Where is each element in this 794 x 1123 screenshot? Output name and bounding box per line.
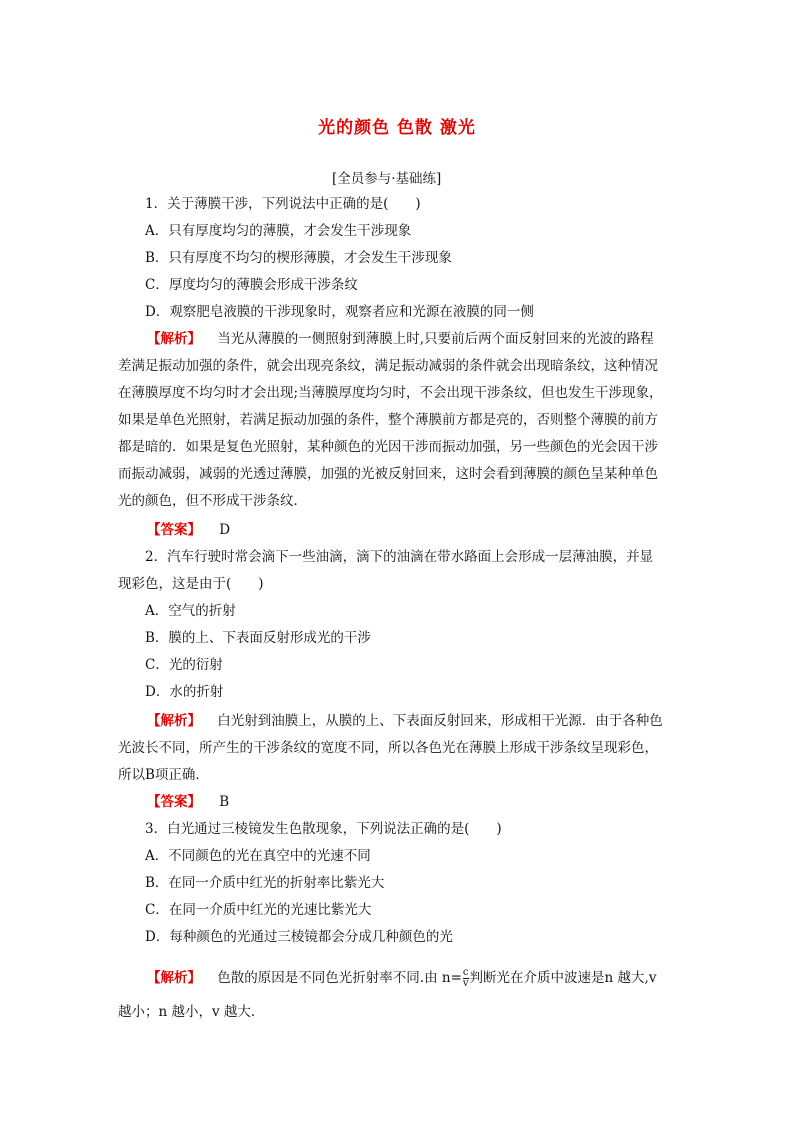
q3-option-c: C．在同一介质中红光的光速比紫光大 — [145, 902, 372, 918]
q2-stem-line: 2．汽车行驶时常会滴下一些油滴，滴下的油滴在带水路面上会形成一层薄油膜，并显 — [145, 549, 654, 565]
q1-analysis-line: 在薄膜厚度不均匀时才会出现;当薄膜厚度均匀时，不会出现干涉条纹，但也发生干涉现象， — [118, 385, 663, 401]
q2-analysis-tag: 【解析】 — [147, 713, 201, 729]
q1-answer-tag: 【答案】 — [147, 522, 201, 538]
q3-analysis-line: 越小；n 越小，v 越大． — [118, 1004, 265, 1020]
q2-answer — [147, 792, 229, 812]
q3-option-a: A．不同颜色的光在真空中的光速不同 — [145, 848, 371, 864]
q2-analysis-line: 光波长不同，所产生的干涉条纹的宽度不同，所以各色光在薄膜上形成干涉条纹呈现彩色， — [118, 740, 658, 756]
q3-analysis-text: 判断光在介质中波速是n 越大,v — [469, 970, 657, 986]
fraction-numerator: c — [462, 967, 469, 978]
q1-option-a: A．只有厚度均匀的薄膜，才会发生干涉现象 — [145, 223, 412, 239]
section-subtitle: [全员参与·基础练] — [332, 171, 442, 187]
q3-analysis-line — [147, 968, 656, 989]
q1-answer — [147, 520, 230, 540]
q1-option-d: D．观察肥皂液膜的干涉现象时，观察者应和光源在液膜的同一侧 — [145, 304, 534, 320]
q2-analysis-text: 白光射到油膜上，从膜的上、下表面反射回来，形成相干光源．由于各种色 — [217, 713, 663, 729]
q1-option-c: C．厚度均匀的薄膜会形成干涉条纹 — [145, 277, 358, 293]
q1-analysis-line — [147, 329, 654, 349]
q2-option-b: B．膜的上、下表面反射形成光的干涉 — [145, 630, 371, 646]
q2-option-d: D．水的折射 — [145, 684, 224, 700]
q1-answer-value: D — [219, 522, 231, 538]
q3-analysis-text: 色散的原因是不同色光折射率不同.由 n= — [217, 970, 462, 986]
q1-analysis-line: 如果是单色光照射，若满足振动加强的条件，整个薄膜前方都是亮的，否则整个薄膜的前方 — [118, 412, 658, 428]
q1-analysis-tag: 【解析】 — [147, 331, 201, 347]
q2-answer-tag: 【答案】 — [147, 794, 201, 810]
q1-analysis-line: 差满足振动加强的条件，就会出现亮条纹，满足振动减弱的条件就会出现暗条纹，这种情况 — [118, 358, 658, 374]
page-title: 光的颜色 色散 激光 — [318, 118, 476, 138]
q1-analysis-line: 而振动减弱，减弱的光透过薄膜，加强的光被反射回来，这时会看到薄膜的颜色呈某种单色 — [118, 466, 658, 482]
q2-option-c: C．光的衍射 — [145, 657, 223, 673]
fraction-denominator: v — [462, 978, 469, 989]
q1-stem: 1．关于薄膜干涉，下列说法中正确的是( ) — [145, 196, 421, 212]
q1-analysis-line: 都是暗的．如果是复色光照射，某种颜色的光因干涉而振动加强，另一些颜色的光会因干涉 — [118, 439, 658, 455]
formula-fraction — [463, 968, 469, 989]
q2-stem-line: 现彩色，这是由于( ) — [118, 576, 264, 592]
q1-analysis-text: 当光从薄膜的一侧照射到薄膜上时,只要前后两个面反射回来的光波的路程 — [217, 331, 654, 347]
q3-option-b: B．在同一介质中红光的折射率比紫光大 — [145, 875, 385, 891]
q3-stem: 3．白光通过三棱镜发生色散现象，下列说法正确的是( ) — [145, 821, 502, 837]
q2-answer-value: B — [219, 794, 230, 810]
q2-analysis-line — [147, 711, 663, 731]
q2-analysis-line: 所以B项正确． — [118, 767, 209, 783]
q1-option-b: B．只有厚度不均匀的楔形薄膜，才会发生干涉现象 — [145, 250, 452, 266]
q3-analysis-tag: 【解析】 — [147, 970, 201, 986]
q2-option-a: A．空气的折射 — [145, 603, 236, 619]
q3-option-d: D．每种颜色的光通过三棱镜都会分成几种颜色的光 — [145, 929, 453, 945]
q1-analysis-line: 光的颜色，但不形成干涉条纹． — [118, 493, 307, 509]
